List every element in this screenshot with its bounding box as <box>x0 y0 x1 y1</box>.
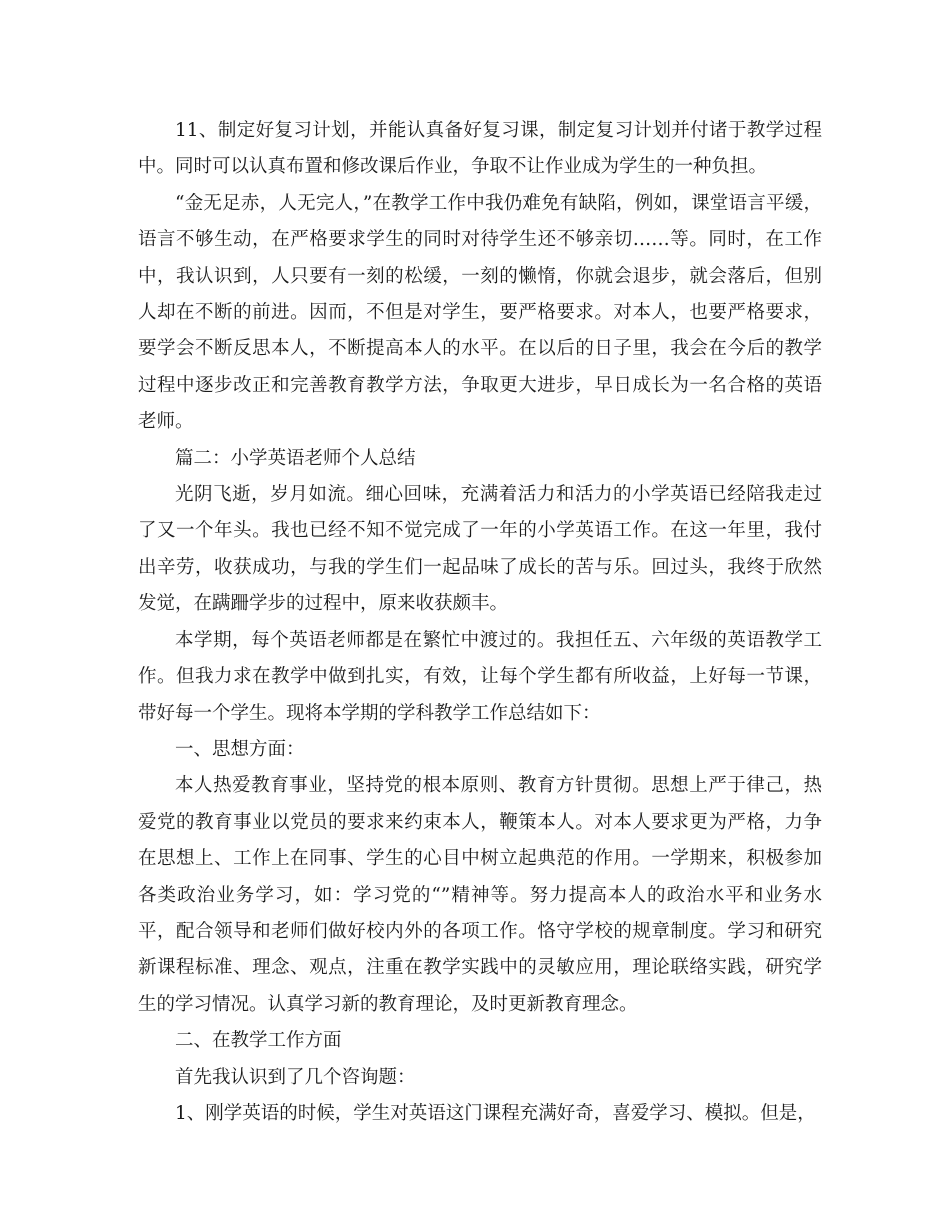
section-heading-part-two: 篇二：小学英语老师个人总结 <box>175 447 416 469</box>
paragraph-issues-intro: 首先我认识到了几个咨询题： <box>175 1066 416 1088</box>
section-heading-teaching: 二、在教学工作方面 <box>175 1030 342 1052</box>
document-body <box>138 113 822 1132</box>
section-heading-ideology: 一、思想方面： <box>175 738 305 760</box>
paragraph-year-review: 光阴飞逝，岁月如流。细心回味，充满着活力和活力的小学英语已经陪我走过了又一个年头。我也已经不知不觉完成了一年的小学英语工作。在这一年里，我付出辛劳，收获成功，与我的学生们一起品味了成长的苦与乐。回过头，我终于欣然发觉，在蹒跚学步的过程中，原来收获颇丰。 <box>138 484 822 615</box>
paragraph-review-plan: 11、制定好复习计划，并能认真备好复习课，制定复习计划并付诸于教学过程中。同时可以认真布置和修改课后作业，争取不让作业成为学生的一种负担。 <box>138 120 822 178</box>
paragraph-issue-one: 1、刚学英语的时候，学生对英语这门课程充满好奇，喜爱学习、模拟。但是， <box>175 1102 816 1124</box>
paragraph-self-reflection: “金无足赤，人无完人，”在教学工作中我仍难免有缺陷，例如，课堂语言平缓，语言不够生动，在严格要求学生的同时对待学生还不够亲切……等。同时，在工作中，我认识到，人只要有一刻的松缓，一刻的懒惰，你就会退步，就会落后，但别人却在不断的前进。因而，不但是对学生，要严格要求。对本人，也要严格要求，要学会不断反思本人，不断提高本人的水平。在以后的日子里，我会在今后的教学过程中逐步改正和完善教育教学方法，争取更大进步，早日成长为一名合格的英语老师。 <box>138 192 822 433</box>
paragraph-semester-intro: 本学期，每个英语老师都是在繁忙中渡过的。我担任五、六年级的英语教学工作。但我力求在教学中做到扎实，有效，让每个学生都有所收益，上好每一节课，带好每一个学生。现将本学期的学科教学工作总结如下： <box>138 629 822 724</box>
paragraph-ideology: 本人热爱教育事业，坚持党的根本原则、教育方针贯彻。思想上严于律己，热爱党的教育事业以党员的要求来约束本人，鞭策本人。对本人要求更为严格，力争在思想上、工作上在同事、学生的心目中树立起典范的作用。一学期来，积极参加各类政治业务学习，如：学习党的“”精神等。努力提高本人的政治水平和业务水平，配合领导和老师们做好校内外的各项工作。恪守学校的规章制度。学习和研究新课程标准、理念、观点，注重在教学实践中的灵敏应用，理论联络实践，研究学生的学习情况。认真学习新的教育理论，及时更新教育理念。 <box>138 775 822 1015</box>
